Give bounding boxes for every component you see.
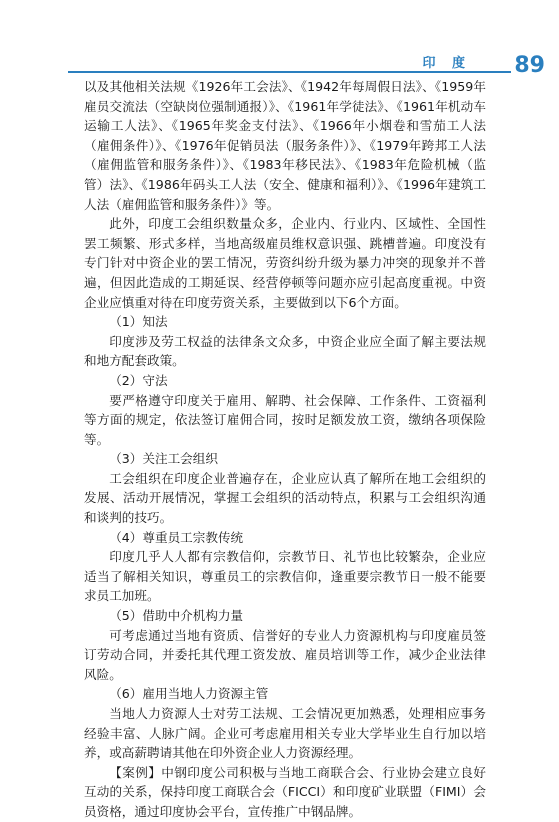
- paragraph-know-law: 印度涉及劳工权益的法律条文众多，中资企业应全面了解主要法规和地方配套政策。: [84, 333, 486, 369]
- section-label: 印 度: [422, 56, 471, 71]
- paragraph-hr-manager: 当地人力资源人士对劳工法规、工会情况更加熟悉，处理相应事务经验丰富、人脉广阔。企业可考虑雇用相关专业大学毕业生自行加以培养，或高薪聘请其他在印外资企业人力资源经理。: [84, 706, 486, 761]
- paragraph-religion: 印度几乎人人都有宗教信仰，宗教节日、礼节也比较繁杂，企业应适当了解相关知识，尊重员工的宗教信仰，逢重要宗教节日一般不能要求员工加班。: [84, 549, 486, 604]
- paragraph-unions: 工会组织在印度企业普遍存在，企业应认真了解所在地工会组织的发展、活动开展情况，掌握工会组织的活动特点，积累与工会组织沟通和谈判的技巧。: [84, 470, 486, 526]
- header-rule: [68, 71, 511, 73]
- subheading-agencies: （5）借助中介机构力量: [109, 608, 244, 624]
- paragraph-laws-list: 以及其他相关法规《1926年工会法》、《1942年每周假日法》、《1959年雇员交流法（空缺岗位强制通报）》、《1961年学徒法》、《1961年机动车运输工人法》、《1965年奖金支付法》、《1966年小烟卷和雪茄工人法（雇佣条件）》、《1976年促销员法（服务条件）》、《1979年跨邦工人法（雇佣监管和服务条件）》、《1983年移民法》、《1983年危险机械（监管）法》、《1986年码头工人法（安全、健康和福利）》、《1996年建筑工人法（雇佣监管和服务条件）》等。: [84, 79, 486, 212]
- subheading-religion: （4）尊重员工宗教传统: [109, 529, 244, 545]
- subheading-obey-law: （2）守法: [109, 372, 168, 388]
- subheading-hr-manager: （6）雇用当地人力资源主管: [109, 686, 269, 702]
- paragraph-agencies: 可考虑通过当地有资质、信誉好的专业人力资源机构与印度雇员签订劳动合同，并委托其代理工资发放、雇员培训等工作，减少企业法律风险。: [84, 627, 486, 682]
- page-body: [84, 77, 486, 822]
- subheading-unions: （3）关注工会组织: [109, 451, 218, 467]
- subheading-know-law: （1）知法: [109, 314, 168, 330]
- page-number: 89: [514, 53, 545, 78]
- paragraph-unions-overview: 此外，印度工会组织数量众多，企业内、行业内、区域性、全国性罢工频繁、形式多样，当地高级雇员维权意识强、跳槽普遍。印度没有专门针对中资企业的罢工情况，劳资纠纷升级为暴力冲突的现象并不普遍，但因此造成的工期延误、经营停顿等问题亦应引起高度重视。中资企业应慎重对待在印度劳资关系，主要做到以下6个方面。: [84, 216, 486, 310]
- paragraph-obey-law: 要严格遵守印度关于雇用、解聘、社会保障、工作条件、工资福利等方面的规定，依法签订雇佣合同，按时足额发放工资，缴纳各项保险等。: [84, 392, 486, 447]
- paragraph-case-study: 【案例】中钢印度公司积极与当地工商联合会、行业协会建立良好互动的关系，保持印度工商联合会（FICCI）和印度矿业联盟（FIMI）会员资格，通过印度协会平台，宣传推广中钢品牌。: [84, 764, 486, 819]
- page-header: [0, 40, 559, 80]
